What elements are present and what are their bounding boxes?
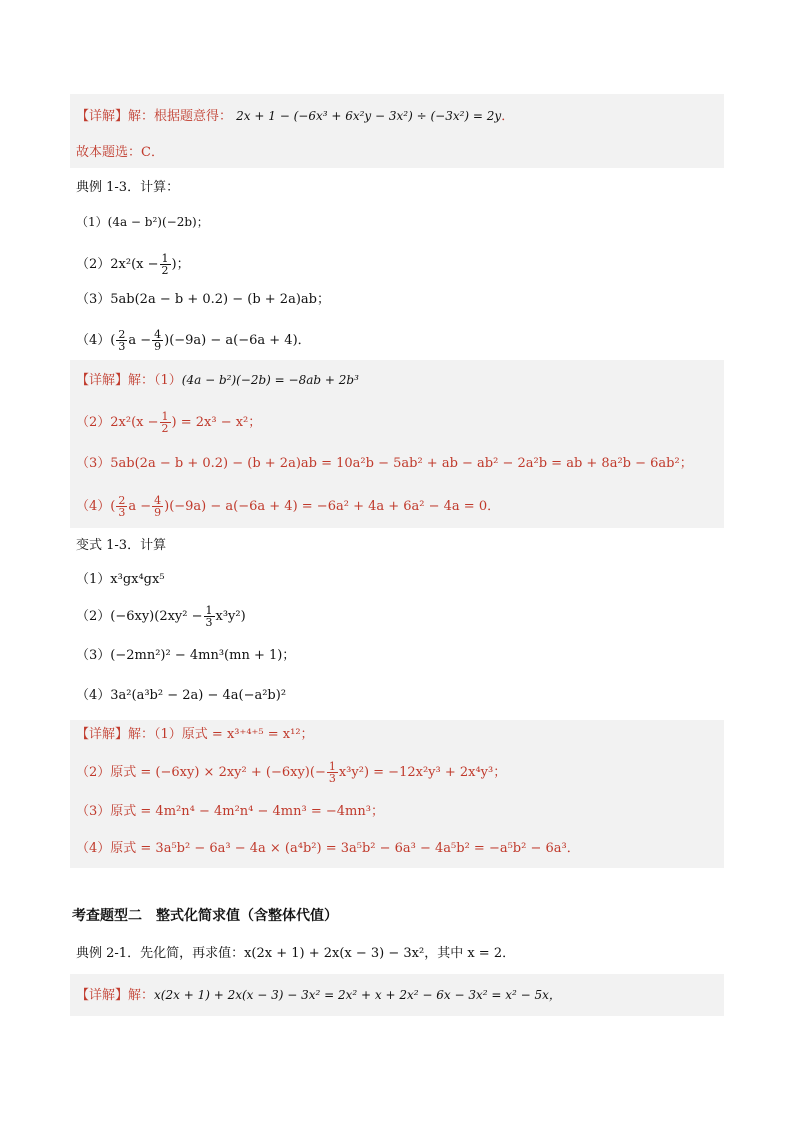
answer-1-3-a3 <box>70 444 724 484</box>
answer-1-3-a2 <box>70 400 724 444</box>
answer-math: (4a − b²)(−2b) = −8ab + 2b³ <box>181 372 359 387</box>
answer-v1-3-a2 <box>70 750 724 794</box>
variant-1-3-q4 <box>70 684 724 708</box>
answer-math: 2x + 1 − (−6x³ + 6x²y − 3x²) ÷ (−3x²) = 2y <box>236 108 502 123</box>
answer-label: 解： <box>128 987 155 1003</box>
variant-1-3-q2 <box>70 596 724 636</box>
answer-2: （2）2x²(x − $\frac{1}{2}$ ) = 2x³ − x²； <box>76 409 262 435</box>
answer-2-1 <box>70 974 724 1016</box>
example-1-3-q1 <box>70 210 724 234</box>
answer-1: 解：（1）原式 = x³⁺⁴⁺⁵ = x¹²； <box>128 727 314 742</box>
answer-2: （2）原式 = (−6xy) × 2xy² + (−6xy)(− $\frac{1}{3}$ x³y²) = −12x²y³ + 2x⁴y³； <box>76 759 507 785</box>
question-2: （2）(−6xy)(2xy² − $\frac{1}{3}$ x³y²) <box>76 603 246 629</box>
example-1-3-q2 <box>70 244 724 284</box>
example-title: 典例 1-3．计算： <box>76 180 180 195</box>
answer-v1-3-a3 <box>70 794 724 830</box>
answer-math: x(2x + 1) + 2x(x − 3) − 3x² = 2x² + x + 2x² − 6x − 3x² = x² − 5x， <box>154 987 561 1002</box>
answer-block-1-line1 <box>70 94 724 138</box>
question-1: （1）(4a − b²)(−2b)； <box>76 215 209 229</box>
question-2: （2）2x²(x − $\frac{1}{2}$ )； <box>76 251 190 277</box>
variant-1-3-title <box>70 534 724 558</box>
answer-4: （4）原式 = 3a⁵b² − 6a³ − 4a × (a⁴b²) = 3a⁵b² − 6a³ − 4a⁵b² = −a⁵b² − 6a³． <box>76 841 580 856</box>
detail-tag: 【详解】 <box>76 727 129 742</box>
answer-1-3-a4 <box>70 484 724 528</box>
answer-4: （4）( $\frac{2}{3}$ a − $\frac{4}{9}$ )(−9a) − a(−6a + 4) = −6a² + 4a + 6a² − 4a = 0． <box>76 493 501 519</box>
example-2-1-text: 典例 2-1．先化简，再求值：x(2x + 1) + 2x(x − 3) − 3x²，其中 x = 2． <box>76 946 516 961</box>
question-4: （4）( $\frac{2}{3}$ a − $\frac{4}{9}$ )(−9a) − a(−6a + 4)． <box>76 327 311 353</box>
question-4: （4）3a²(a³b² − 2a) − 4a(−a²b)² <box>76 688 287 703</box>
answer-block-1-line2 <box>70 138 724 168</box>
answer-3: （3）5ab(2a − b + 0.2) − (b + 2a)ab = 10a²b − 5ab² + ab − ab² − 2a²b = ab + 8a²b − 6ab²； <box>76 456 693 471</box>
question-3: （3）(−2mn²)² − 4mn³(mn + 1)； <box>76 648 296 663</box>
answer-v1-3-a1 <box>70 720 724 750</box>
answer-text: 解：根据题意得： <box>128 108 233 124</box>
answer-choice: 故本题选：C． <box>76 145 164 160</box>
answer-1-3-a1 <box>70 360 724 400</box>
answer-3: （3）原式 = 4m²n⁴ − 4m²n⁴ − 4mn³ = −4mn³； <box>76 804 384 819</box>
section-heading: 考查题型二 整式化简求值（含整体代值） <box>72 908 338 924</box>
question-3: （3）5ab(2a − b + 0.2) − (b + 2a)ab； <box>76 292 330 307</box>
detail-tag: 【详解】 <box>76 987 129 1003</box>
detail-tag: 【详解】 <box>76 108 129 124</box>
example-1-3-q3 <box>70 288 724 312</box>
example-2-1 <box>70 942 724 966</box>
question-1: （1）x³gx⁴gx⁵ <box>76 572 165 587</box>
answer-v1-3-a4 <box>70 830 724 868</box>
variant-1-3-q1 <box>70 568 724 592</box>
example-1-3-q4 <box>70 320 724 360</box>
answer-end: ． <box>501 108 515 124</box>
variant-title: 变式 1-3．计算 <box>76 538 167 553</box>
example-1-3-title <box>70 176 724 200</box>
variant-1-3-q3 <box>70 644 724 668</box>
answer-label: 解：（1） <box>128 372 182 388</box>
detail-tag: 【详解】 <box>76 372 129 388</box>
section-2-heading <box>70 904 724 928</box>
